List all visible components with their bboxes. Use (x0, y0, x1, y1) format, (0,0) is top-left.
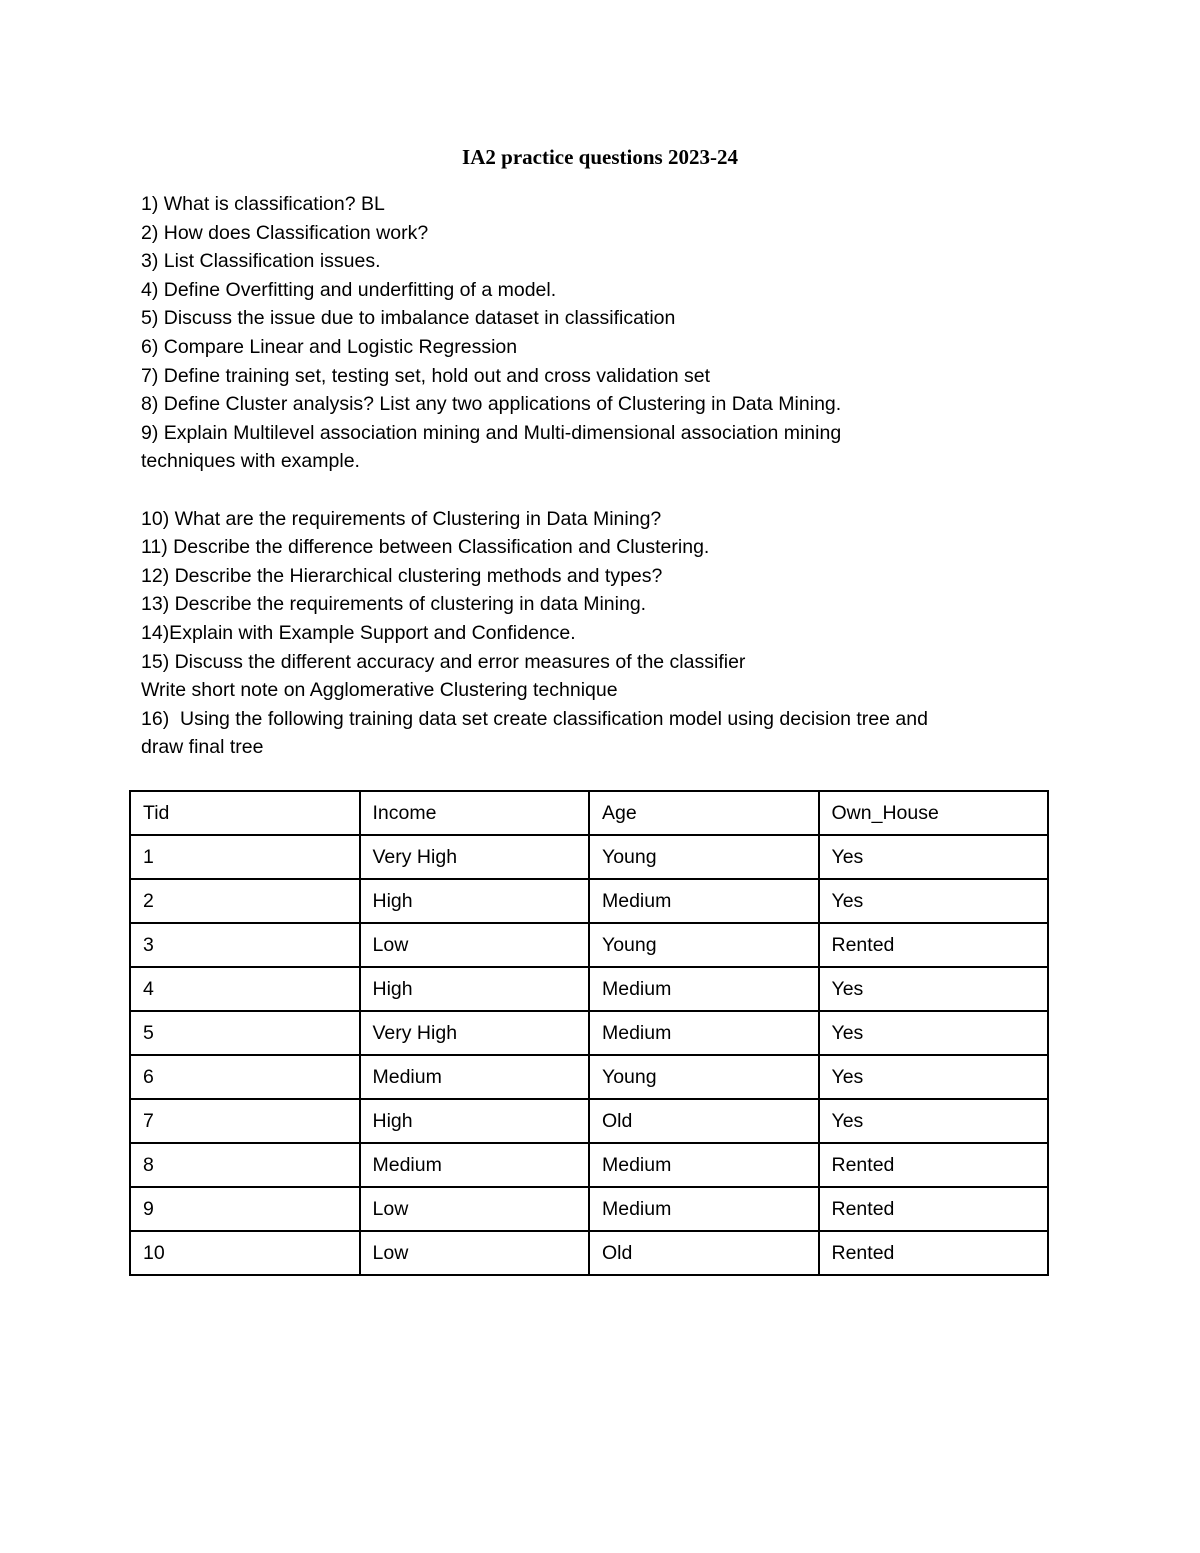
table-cell: Medium (589, 1187, 819, 1231)
question-line: 15) Discuss the different accuracy and error measures of the classifier (141, 650, 746, 673)
question-line: 2) How does Classification work? (141, 221, 429, 244)
blank-line (141, 476, 1061, 505)
table-cell: 6 (130, 1055, 360, 1099)
table-row (130, 1231, 1048, 1275)
table-cell: Yes (819, 879, 1049, 923)
table-cell: Yes (819, 967, 1049, 1011)
table-cell: 9 (130, 1187, 360, 1231)
table-cell: Very High (360, 835, 590, 879)
table-cell: Rented (819, 1231, 1049, 1275)
table-row (130, 1055, 1048, 1099)
question-line: 16) Using the following training data set create classification model using decision tree and (141, 707, 928, 730)
table-cell: Rented (819, 1187, 1049, 1231)
question-line: 4) Define Overfitting and underfitting of a model. (141, 278, 557, 301)
table-header-cell: Age (589, 791, 819, 835)
table-cell: Rented (819, 923, 1049, 967)
table-cell: Yes (819, 835, 1049, 879)
table-row (130, 879, 1048, 923)
question-line: 6) Compare Linear and Logistic Regression (141, 335, 518, 358)
table-header-row (130, 791, 1048, 835)
table-row (130, 1187, 1048, 1231)
table-cell: 1 (130, 835, 360, 879)
training-data-table (129, 790, 1049, 1276)
table-cell: High (360, 967, 590, 1011)
table-cell: Medium (589, 967, 819, 1011)
question-line: techniques with example. (141, 450, 360, 473)
table-cell: Medium (360, 1055, 590, 1099)
table-cell: 7 (130, 1099, 360, 1143)
table-cell: Medium (589, 1011, 819, 1055)
question-line: 1) What is classification? BL (141, 193, 385, 215)
table-cell: High (360, 1099, 590, 1143)
table-row (130, 1099, 1048, 1143)
table-cell: High (360, 879, 590, 923)
question-line: draw final tree (141, 736, 264, 759)
table-cell: Low (360, 1231, 590, 1275)
table-cell: Young (589, 923, 819, 967)
question-line: 11) Describe the difference between Classification and Clustering. (141, 536, 710, 559)
question-line: 10) What are the requirements of Clustering in Data Mining? (141, 507, 662, 530)
table-row (130, 967, 1048, 1011)
document-title: IA2 practice questions 2023-24 (462, 145, 738, 169)
table-cell: Old (589, 1231, 819, 1275)
table-row (130, 923, 1048, 967)
table-cell: Low (360, 923, 590, 967)
table-cell: 5 (130, 1011, 360, 1055)
table-row (130, 835, 1048, 879)
table-cell: Yes (819, 1099, 1049, 1143)
question-line: 13) Describe the requirements of clustering in data Mining. (141, 593, 647, 616)
table-cell: Yes (819, 1011, 1049, 1055)
table-cell: 4 (130, 967, 360, 1011)
question-line: 8) Define Cluster analysis? List any two applications of Clustering in Data Mining. (141, 393, 842, 416)
table-cell: Young (589, 835, 819, 879)
question-line: 3) List Classification issues. (141, 250, 381, 273)
table-row (130, 1011, 1048, 1055)
table-cell: 10 (130, 1231, 360, 1275)
table-cell: 3 (130, 923, 360, 967)
table-header-cell: Tid (130, 791, 360, 835)
table-cell: Medium (360, 1143, 590, 1187)
table-cell: Low (360, 1187, 590, 1231)
question-line: Write short note on Agglomerative Clustering technique (141, 679, 618, 702)
table-cell: 2 (130, 879, 360, 923)
table-cell: Rented (819, 1143, 1049, 1187)
table-header-cell: Income (360, 791, 590, 835)
question-line: 9) Explain Multilevel association mining and Multi-dimensional association mining (141, 421, 842, 444)
table-cell: Medium (589, 1143, 819, 1187)
table-cell: Yes (819, 1055, 1049, 1099)
table-cell: 8 (130, 1143, 360, 1187)
question-line: 14)Explain with Example Support and Confidence. (141, 621, 576, 644)
question-list (141, 190, 1061, 762)
table-cell: Very High (360, 1011, 590, 1055)
table-row (130, 1143, 1048, 1187)
table-cell: Medium (589, 879, 819, 923)
question-line: 12) Describe the Hierarchical clustering methods and types? (141, 564, 663, 587)
table-header-cell: Own_House (819, 791, 1049, 835)
table-cell: Old (589, 1099, 819, 1143)
table-cell: Young (589, 1055, 819, 1099)
question-line: 5) Discuss the issue due to imbalance dataset in classification (141, 307, 676, 330)
question-line: 7) Define training set, testing set, hold out and cross validation set (141, 364, 711, 387)
